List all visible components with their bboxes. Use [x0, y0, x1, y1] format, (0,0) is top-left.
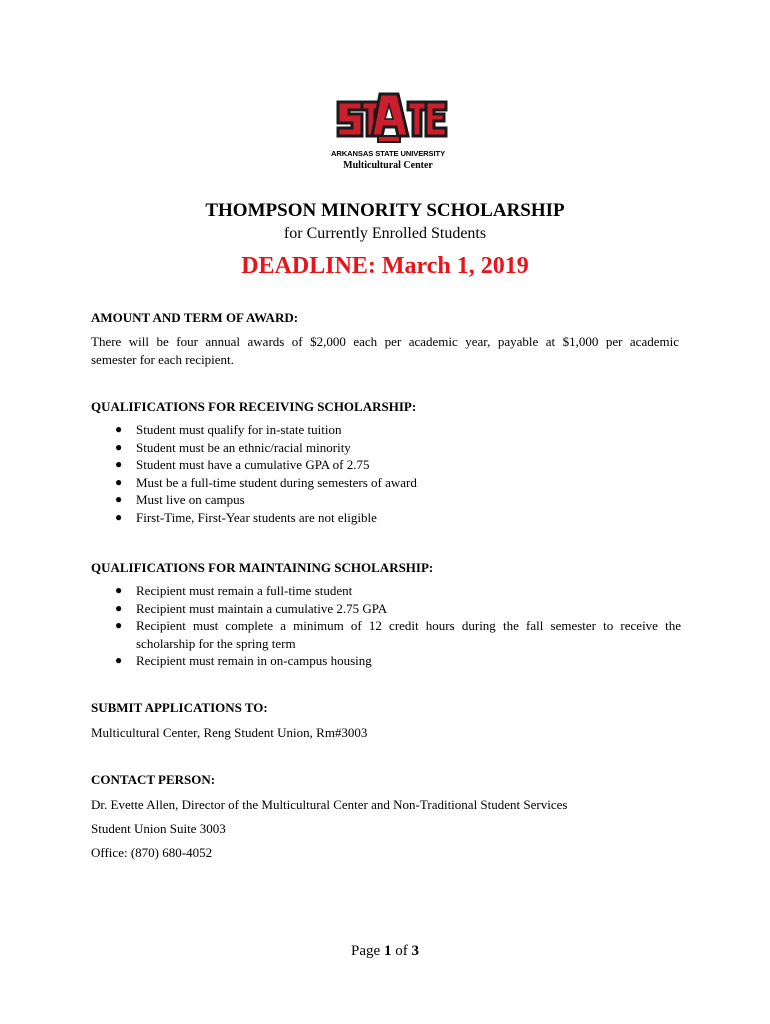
qual-receiving-list	[91, 421, 681, 526]
logo-center-name: Multicultural Center	[343, 160, 433, 171]
qual-receiving-heading: QUALIFICATIONS FOR RECEIVING SCHOLARSHIP:	[91, 399, 417, 414]
qual-maintaining-heading: QUALIFICATIONS FOR MAINTAINING SCHOLARSHIP:	[91, 560, 434, 575]
bullet-dot-icon: ●	[115, 439, 123, 454]
list-item: ● Student must be an ethnic/racial minority	[115, 439, 351, 455]
page-number: Page 1 of 3	[351, 943, 419, 959]
list-item: ● Student must have a cumulative GPA of 2.75	[115, 457, 370, 472]
bullet-dot-icon: ●	[115, 457, 123, 471]
list-item: ● Recipient must maintain a cumulative 2.75 GPA	[115, 600, 388, 616]
document-title: THOMPSON MINORITY SCHOLARSHIP	[205, 200, 565, 221]
amount-paragraph	[91, 333, 679, 368]
bullet-dot-icon: ●	[115, 618, 123, 632]
page-current: 1	[383, 943, 392, 959]
bullet-dot-icon: ●	[115, 509, 123, 524]
contact-name: Dr. Evette Allen, Director of the Multicultural Center and Non-Traditional Student Services	[91, 797, 568, 812]
contact-phone: Office: (870) 680-4052	[91, 845, 213, 860]
logo-university-name: ARKANSAS STATE UNIVERSITY	[330, 149, 446, 158]
list-item: ● Recipient must remain in on-campus housing	[115, 653, 372, 668]
contact-heading: CONTACT PERSON:	[91, 772, 216, 787]
contact-suite: Student Union Suite 3003	[91, 821, 226, 836]
amount-heading: AMOUNT AND TERM OF AWARD:	[91, 310, 299, 325]
state-logo-icon	[318, 90, 458, 148]
submit-address: Multicultural Center, Reng Student Union, Rm#3003	[91, 725, 368, 740]
amount-line: There will be four annual awards of $2,000 each per academic year, payable at $1,000 per academic	[91, 334, 679, 349]
university-logo	[318, 90, 458, 180]
document-subtitle: for Currently Enrolled Students	[283, 225, 487, 242]
list-item: ● Recipient must complete a minimum of 12 credit hours during the fall semester to receive the scholarship for the spring term	[115, 618, 681, 651]
bullet-dot-icon: ●	[115, 600, 123, 615]
list-item: ● First-Time, First-Year students are not eligible	[115, 509, 377, 525]
bullet-dot-icon: ●	[115, 583, 123, 597]
deadline-notice: DEADLINE: March 1, 2019	[241, 253, 529, 279]
bullet-dot-icon: ●	[115, 492, 123, 506]
bullet-dot-icon: ●	[115, 422, 123, 436]
bullet-dot-icon: ●	[115, 474, 123, 489]
list-item: ● Must be a full-time student during semesters of award	[115, 474, 417, 490]
list-item: ● Recipient must remain a full-time student	[115, 583, 353, 598]
submit-heading: SUBMIT APPLICATIONS TO:	[91, 700, 268, 715]
amount-line: semester for each recipient.	[91, 351, 234, 367]
page-total: 3	[411, 943, 419, 959]
list-item: ● Must live on campus	[115, 492, 245, 507]
qual-maintaining-list	[91, 582, 681, 670]
bullet-dot-icon: ●	[115, 653, 123, 667]
list-item: ● Student must qualify for in-state tuition	[115, 422, 342, 437]
